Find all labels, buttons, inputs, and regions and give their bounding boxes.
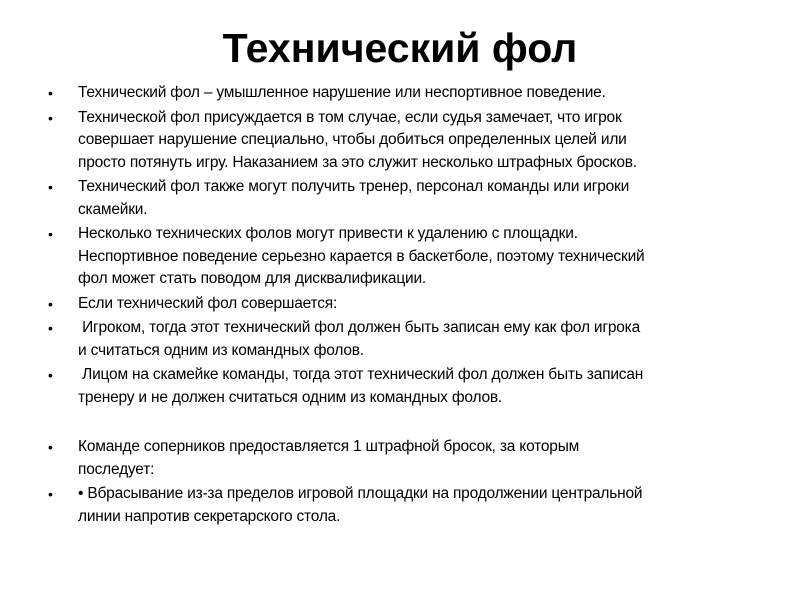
item-text: последует:: [78, 460, 155, 478]
list-item: [48, 223, 768, 291]
item-text: Если технический фол совершается:: [78, 294, 338, 312]
bullet-icon: •: [48, 109, 53, 126]
bullet-list: [48, 80, 768, 528]
item-text: Лицом на скамейке команды, тогда этот технический фол должен быть записан: [78, 366, 644, 383]
bullet-icon: •: [48, 179, 53, 195]
item-text: Игроком, тогда этот технический фол должен быть записан ему как фол игрока: [78, 319, 640, 336]
list-item: [48, 293, 768, 316]
item-text: Неспортивное поведение серьезно карается в баскетболе, поэтому технический: [78, 247, 645, 265]
item-text: совершает нарушение специально, чтобы добиться определенных целей или: [78, 131, 627, 148]
item-text: фол может стать поводом для дисквалификации.: [78, 270, 427, 287]
list-item: [48, 82, 768, 105]
bullet-icon: •: [48, 320, 53, 336]
list-item: [48, 436, 768, 481]
item-text: Несколько технических фолов могут привести к удалению с площадки.: [78, 225, 578, 242]
bullet-icon: •: [48, 85, 53, 101]
bullet-icon: •: [48, 226, 53, 242]
list-item: [48, 107, 768, 175]
list-item: [48, 364, 768, 409]
slide-title: Технический фол: [222, 25, 578, 71]
item-text: Технический фол – умышленное нарушение или неспортивное поведение.: [78, 84, 606, 101]
item-text: Техническoй фол присуждается в том случае, если судья замечает, что игрок: [78, 108, 622, 126]
item-text: линии напротив секретарского стола.: [78, 507, 341, 525]
item-text: просто потянуть игру. Наказанием за это служит несколько штрафных бросков.: [78, 153, 637, 171]
bullet-icon: •: [48, 486, 53, 502]
item-text: • Вбрасывание из-за пределов игровой площадки на продолжении центральной: [78, 485, 643, 502]
bullet-icon: •: [48, 439, 53, 455]
list-item: [48, 483, 768, 528]
item-text: Технический фол также могут получить тренер, персонал команды или игроки: [78, 178, 630, 195]
list-item: [48, 317, 768, 362]
item-text: тренеру и не должен считаться одним из командных фолов.: [78, 388, 503, 406]
item-text: Команде соперников предоставляется 1 штрафной бросок, за которым: [78, 438, 580, 455]
bullet-icon: •: [48, 295, 53, 312]
bullet-icon: •: [48, 367, 53, 383]
list-item: [48, 176, 768, 221]
item-text: скамейки.: [78, 200, 148, 218]
item-text: и считаться одним из командных фолов.: [78, 341, 364, 359]
